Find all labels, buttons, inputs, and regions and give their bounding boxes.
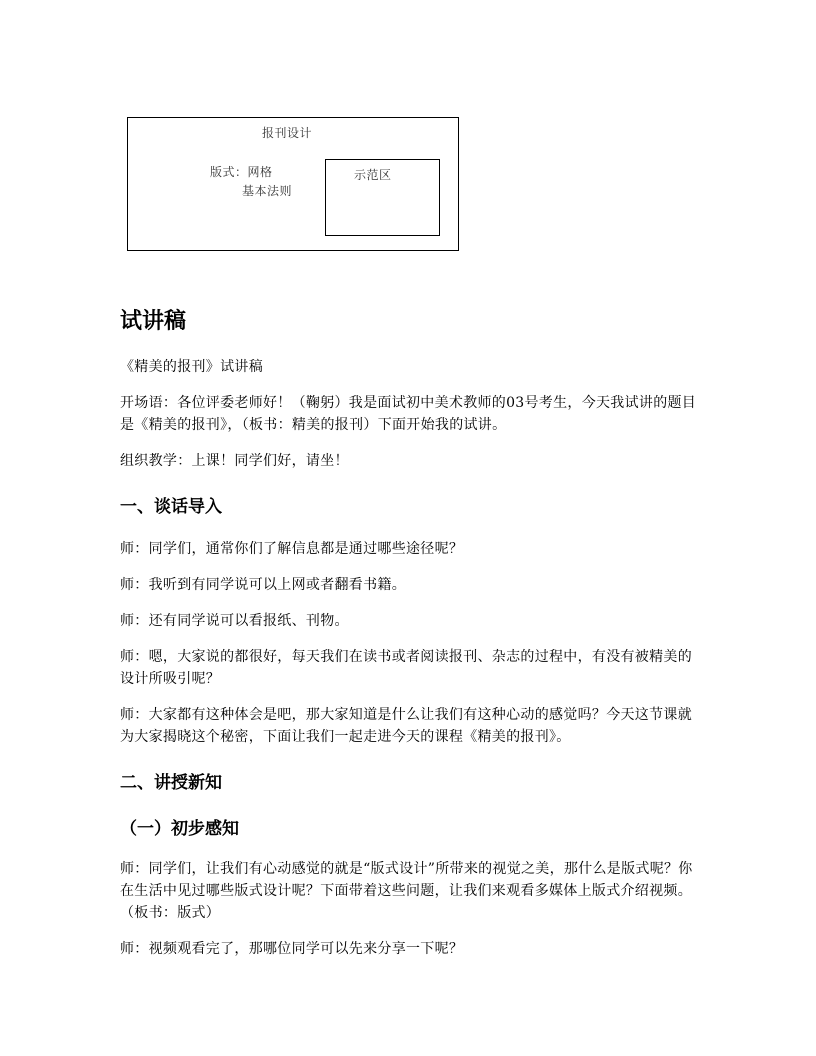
paragraph: 师：同学们，通常你们了解信息都是通过哪些途径呢？ bbox=[120, 541, 464, 557]
paragraph: 师：视频观看完了，那哪位同学可以先来分享一下呢？ bbox=[120, 941, 464, 957]
blackboard-sketch bbox=[127, 117, 459, 251]
page-title: 试讲稿 bbox=[120, 309, 187, 334]
demo-area-label: 示范区 bbox=[354, 168, 392, 182]
paragraph: 组织教学：上课！同学们好，请坐！ bbox=[120, 453, 349, 469]
board-line-layout: 版式：网格 bbox=[210, 165, 273, 179]
paragraph: 师：我听到有同学说可以上网或者翻看书籍。 bbox=[120, 577, 406, 593]
document-body bbox=[120, 300, 700, 974]
paragraph: 师：同学们，让我们有心动感觉的就是“版式设计”所带来的视觉之美，那什么是版式呢？你在生活中见过哪些版式设计呢？下面带着这些问题，让我们来观看多媒体上版式介绍视频。（板书：版式） bbox=[120, 861, 693, 921]
demo-area-box bbox=[325, 159, 440, 236]
paragraph: 师：大家都有这种体会是吧，那大家知道是什么让我们有这种心动的感觉吗？今天这节课就为大家揭晓这个秘密，下面让我们一起走进今天的课程《精美的报刊》。 bbox=[120, 707, 692, 745]
paragraph: 师：还有同学说可以看报纸、刊物。 bbox=[120, 613, 349, 629]
board-line-rules: 基本法则 bbox=[242, 184, 293, 198]
section-heading: 一、谈话导入 bbox=[120, 497, 222, 517]
paragraph: 开场语：各位评委老师好！（鞠躬）我是面试初中美术教师的03号考生，今天我试讲的题目是《精美的报刊》，（板书：精美的报刊）下面开始我的试讲。 bbox=[120, 395, 697, 433]
section-heading: 二、讲授新知 bbox=[120, 773, 222, 793]
paragraph: 师：嗯，大家说的都很好，每天我们在读书或者阅读报刊、杂志的过程中，有没有被精美的设计所吸引呢？ bbox=[120, 649, 692, 687]
subsection-heading: （一）初步感知 bbox=[120, 819, 239, 839]
board-title: 报刊设计 bbox=[262, 126, 313, 140]
paragraph: 《精美的报刊》试讲稿 bbox=[120, 359, 263, 375]
